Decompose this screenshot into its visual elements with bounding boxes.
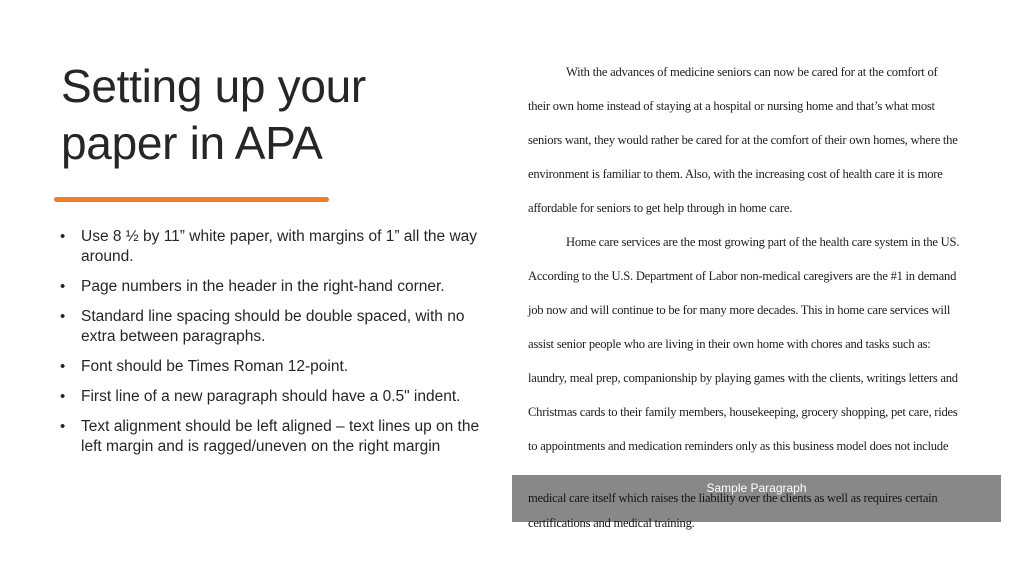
sample-document-text <box>528 55 993 463</box>
sample-line: environment is familiar to them. Also, with the increasing cost of health care it is more <box>528 167 943 181</box>
slide-title: Setting up your paper in APA <box>61 60 366 169</box>
bullet-dot: • <box>60 388 66 405</box>
bullet-dot: • <box>60 278 66 295</box>
bullet-item <box>60 417 480 457</box>
bullet-item <box>60 387 480 407</box>
sample-line: assist senior people who are living in their own home with chores and tasks such as: <box>528 337 931 351</box>
sample-caption-bar <box>512 475 1001 530</box>
sample-line: seniors want, they would rather be cared for at the comfort of their own homes, where the <box>528 133 958 147</box>
sample-line: job now and will continue to be for many more decades. This in home care services will <box>528 303 951 317</box>
title-accent-bar <box>54 197 329 202</box>
bullet-text: Use 8 ½ by 11” white paper, with margins of 1” all the way around. <box>81 228 478 265</box>
sample-line: Christmas cards to their family members, housekeeping, grocery shopping, pet care, rides <box>528 405 958 419</box>
bullet-dot: • <box>60 308 66 325</box>
bullet-dot: • <box>60 228 66 245</box>
bullet-item <box>60 277 480 297</box>
sample-line: According to the U.S. Department of Labor non-medical caregivers are the #1 in demand <box>528 269 957 283</box>
bullet-dot: • <box>60 418 66 435</box>
bullet-dot: • <box>60 358 66 375</box>
sample-line: With the advances of medicine seniors can now be cared for at the comfort of <box>566 65 938 79</box>
sample-line: affordable for seniors to get help through in home care. <box>528 201 793 215</box>
bullet-text: Text alignment should be left aligned – text lines up on the left margin and is ragged/uneven on the right margin <box>81 418 480 455</box>
bullet-item <box>60 357 480 377</box>
sample-caption: Sample Paragraph <box>706 481 807 495</box>
sample-line: their own home instead of staying at a hospital or nursing home and that’s what most <box>528 99 935 113</box>
sample-line: certifications and medical training. <box>528 516 695 530</box>
bullet-item <box>60 307 480 347</box>
sample-line: to appointments and medication reminders only as this business model does not include <box>528 439 949 453</box>
bullet-text: First line of a new paragraph should have a 0.5" indent. <box>81 388 461 405</box>
sample-line: Home care services are the most growing part of the health care system in the US. <box>566 235 960 249</box>
bullet-text: Standard line spacing should be double spaced, with no extra between paragraphs. <box>81 308 465 345</box>
bullet-list <box>60 227 480 467</box>
sample-paragraph-image <box>512 55 1001 522</box>
bullet-item <box>60 227 480 267</box>
bullet-text: Font should be Times Roman 12-point. <box>81 358 349 375</box>
sample-line: laundry, meal prep, companionship by playing games with the clients, writings letters and <box>528 371 958 385</box>
sample-line: medical care itself which raises the liability over the clients as well as requires certain <box>528 491 938 505</box>
bullet-text: Page numbers in the header in the right-hand corner. <box>81 278 445 295</box>
